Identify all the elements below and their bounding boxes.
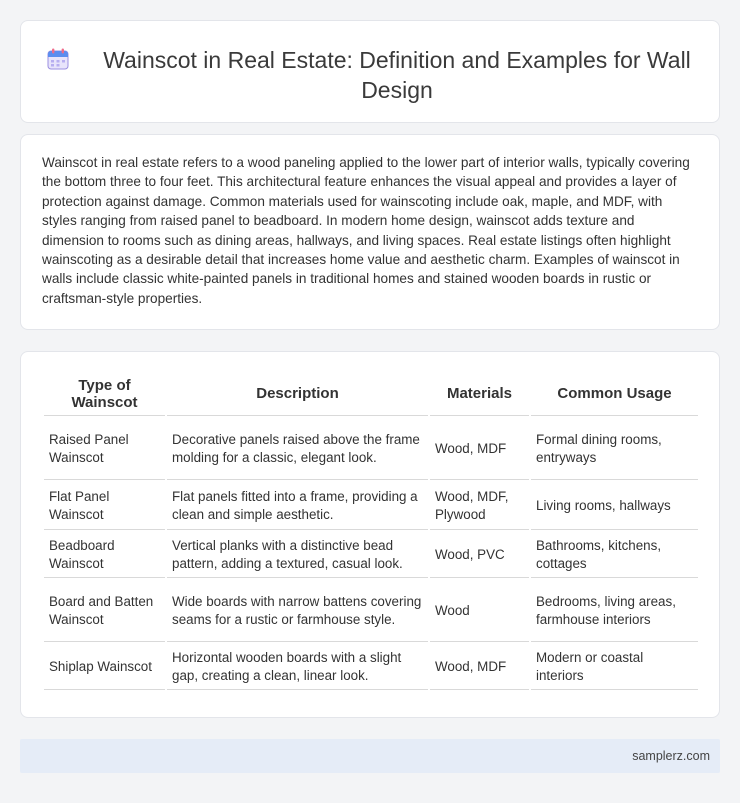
cell-usage: Formal dining rooms, entryways xyxy=(531,418,698,480)
table-row xyxy=(44,482,698,530)
cell-type: Board and Batten Wainscot xyxy=(44,580,165,642)
cell-materials: Wood, MDF, Plywood xyxy=(430,482,529,530)
cell-type: Raised Panel Wainscot xyxy=(44,418,165,480)
table-row xyxy=(44,644,698,690)
cell-type: Beadboard Wainscot xyxy=(44,532,165,578)
title-card xyxy=(20,20,720,123)
cell-usage: Bathrooms, kitchens, cottages xyxy=(531,532,698,578)
cell-description: Wide boards with narrow battens covering seams for a rustic or farmhouse style. xyxy=(167,580,428,642)
header-type: Type of Wainscot xyxy=(44,372,165,416)
cell-materials: Wood, PVC xyxy=(430,532,529,578)
table-header-row xyxy=(44,372,698,416)
table-row xyxy=(44,580,698,642)
cell-description: Vertical planks with a distinctive bead pattern, adding a textured, casual look. xyxy=(167,532,428,578)
header-description: Description xyxy=(167,372,428,416)
cell-description: Horizontal wooden boards with a slight gap, creating a clean, linear look. xyxy=(167,644,428,690)
table-row xyxy=(44,418,698,480)
cell-materials: Wood, MDF xyxy=(430,644,529,690)
cell-materials: Wood, MDF xyxy=(430,418,529,480)
header-usage: Common Usage xyxy=(531,372,698,416)
wainscot-table xyxy=(42,370,700,692)
cell-usage: Modern or coastal interiors xyxy=(531,644,698,690)
footer-bar xyxy=(20,739,720,773)
cell-type: Shiplap Wainscot xyxy=(44,644,165,690)
header-materials: Materials xyxy=(430,372,529,416)
cell-materials: Wood xyxy=(430,580,529,642)
intro-paragraph: Wainscot in real estate refers to a wood paneling applied to the lower part of interior walls, typically covering the bottom three to four feet. This architectural feature enhances the visual appeal and provides a layer of protection against damage. Common materials used for wainscoting include oak, maple, and MDF, with styles ranging from raised panel to beadboard. In modern home design, wainscot adds texture and dimension to rooms such as dining areas, hallways, and living spaces. Real estate listings often highlight wainscoting as a desirable detail that increases home value and aesthetic charm. Examples of wainscot in walls include classic white-painted panels in traditional homes and stained wooden boards in rustic or craftsman-style properties. xyxy=(42,155,690,306)
page-title: Wainscot in Real Estate: Definition and Examples for Wall Design xyxy=(103,47,691,103)
footer-site-link[interactable]: samplerz.com xyxy=(632,749,710,763)
intro-card xyxy=(20,134,720,330)
cell-description: Decorative panels raised above the frame molding for a classic, elegant look. xyxy=(167,418,428,480)
cell-usage: Bedrooms, living areas, farmhouse interiors xyxy=(531,580,698,642)
table-card xyxy=(20,351,720,718)
table-row xyxy=(44,532,698,578)
cell-description: Flat panels fitted into a frame, providing a clean and simple aesthetic. xyxy=(167,482,428,530)
cell-usage: Living rooms, hallways xyxy=(531,482,698,530)
cell-type: Flat Panel Wainscot xyxy=(44,482,165,530)
